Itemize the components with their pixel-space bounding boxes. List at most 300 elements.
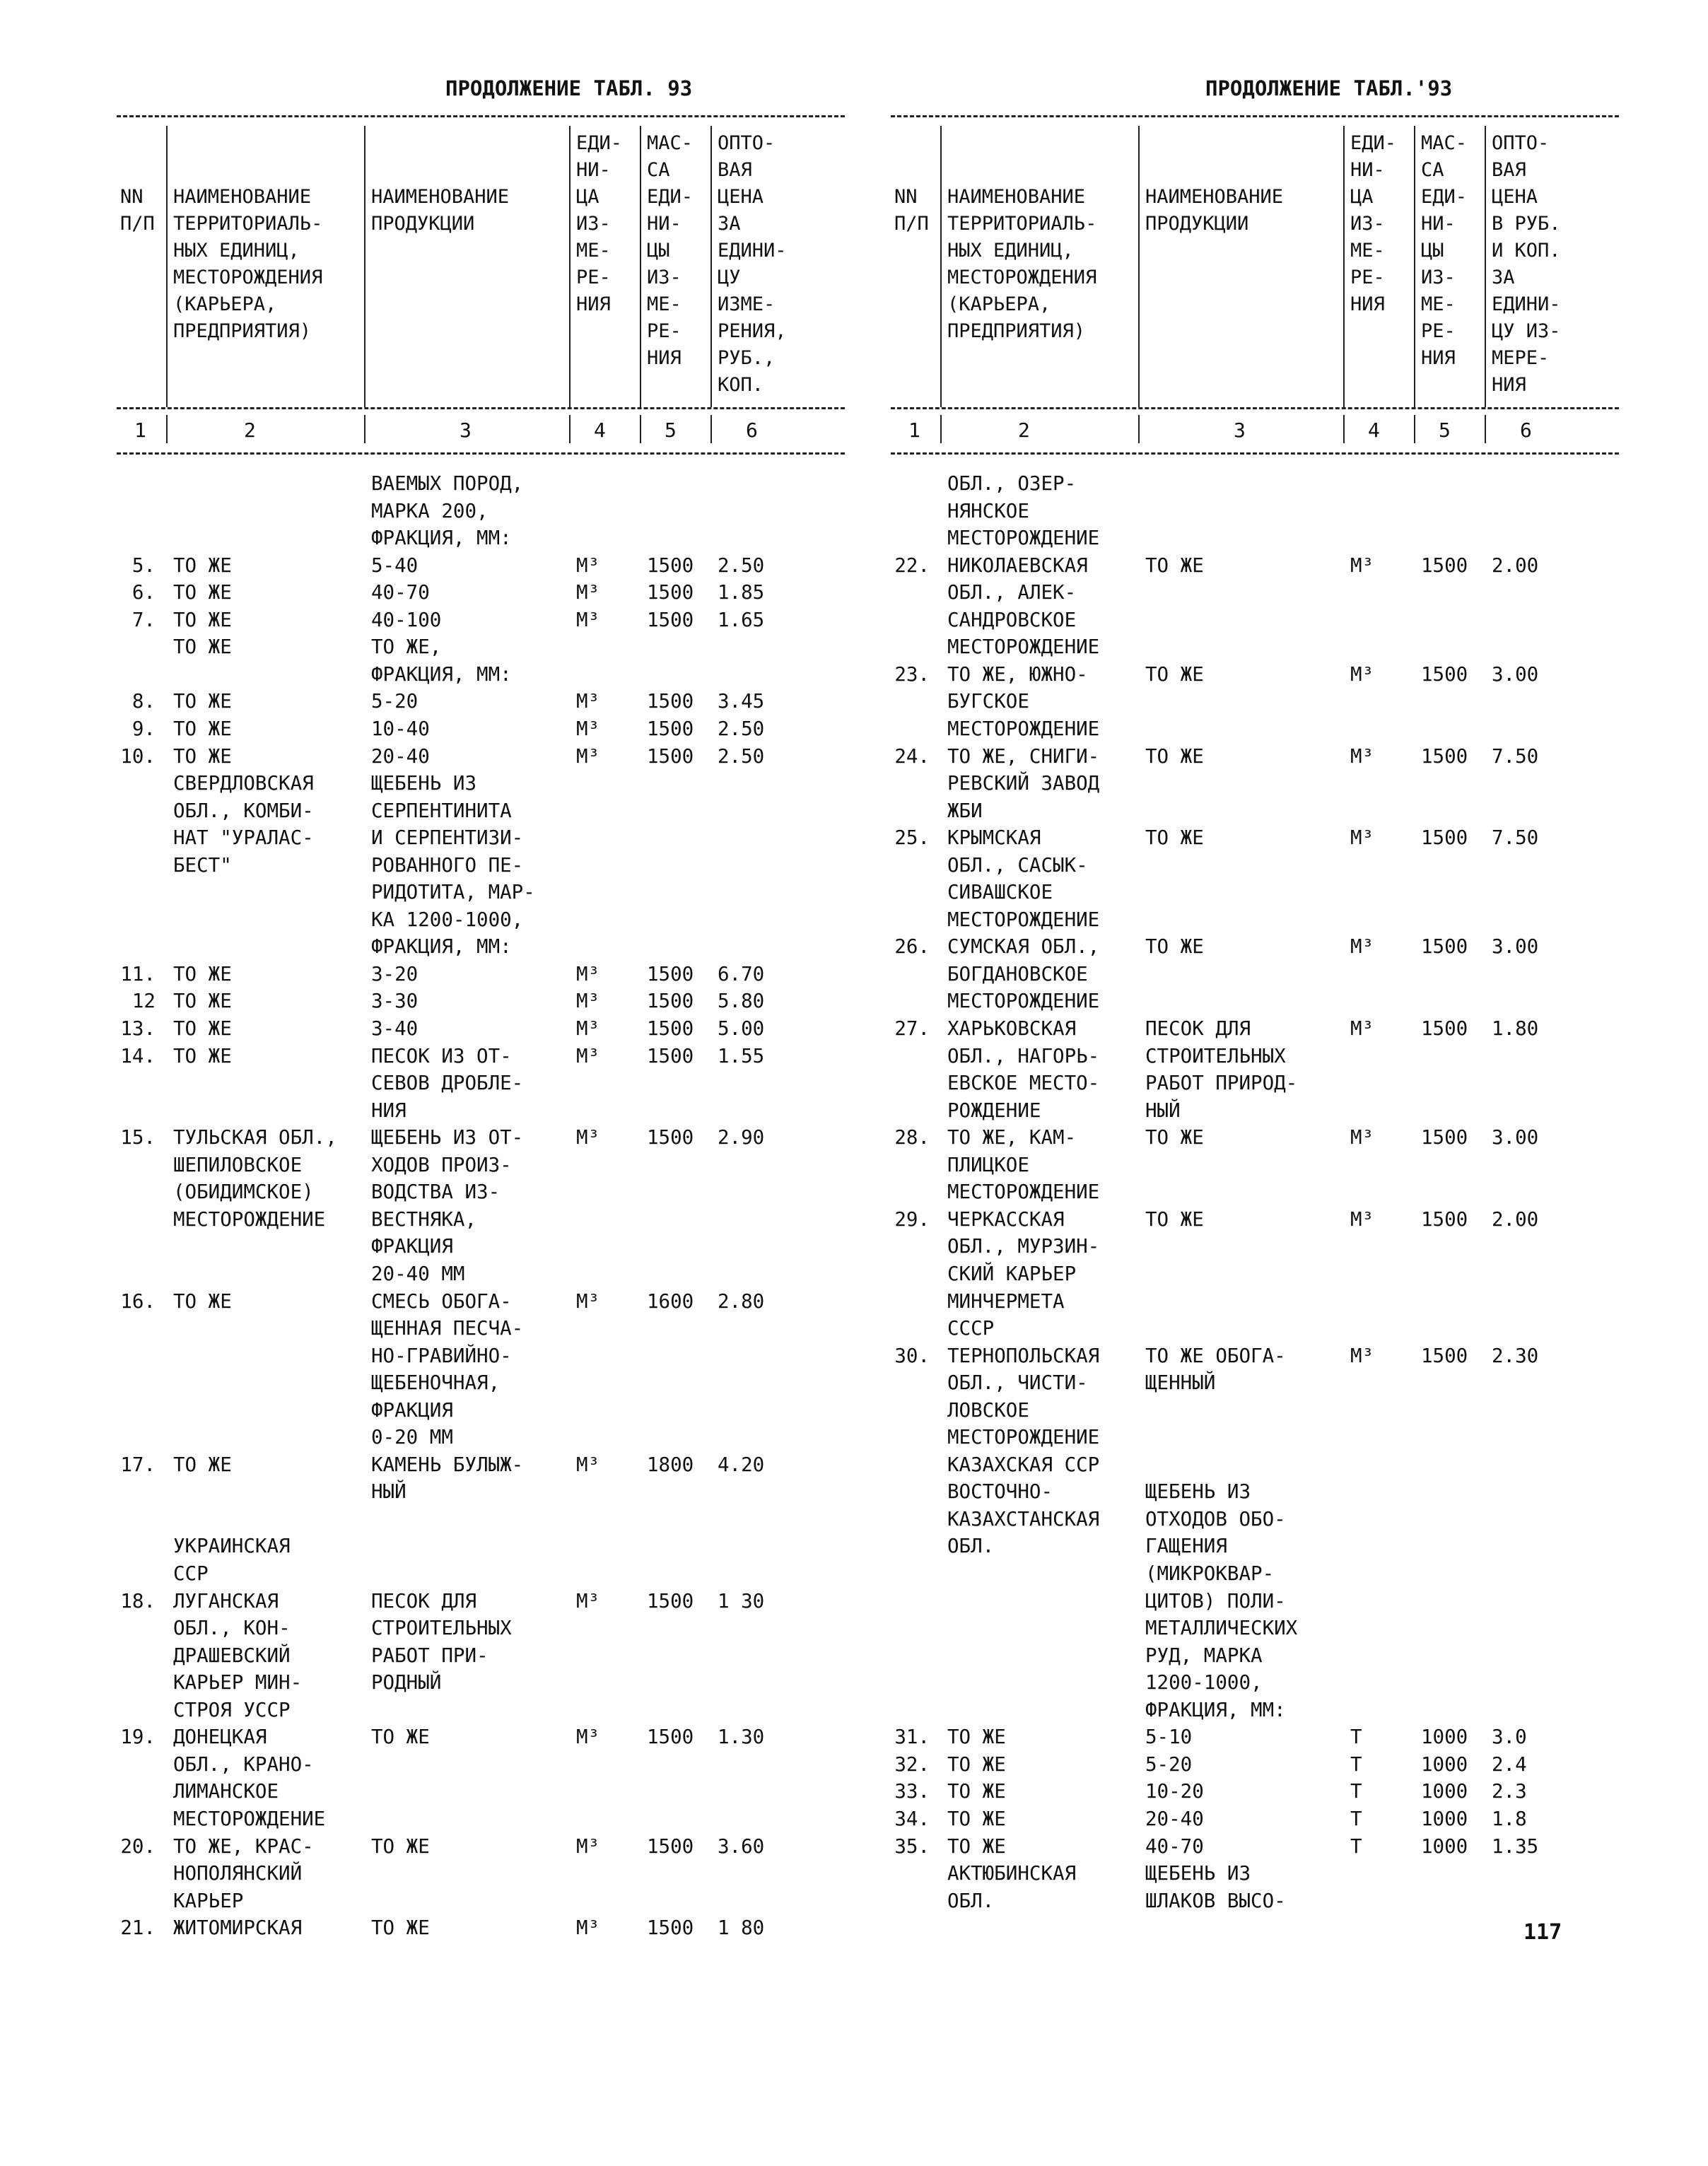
unit: М³ [1350, 662, 1374, 686]
product-name: ФРАКЦИЯ, ММ: [371, 527, 512, 550]
number-divider [710, 415, 712, 443]
header-cell-number: NN П/П [894, 186, 929, 235]
territory-name: ТО ЖЕ [173, 608, 232, 631]
table-row [106, 607, 926, 633]
product-name: ЩЕБЕНОЧНАЯ, [371, 1371, 501, 1395]
table-row [880, 1615, 1700, 1641]
mass: 1500 [647, 1834, 694, 1858]
product-name: 5-20 [371, 690, 419, 713]
mass: 1500 [647, 717, 694, 740]
territory-name: ОБЛ., НАГОРЬ- [947, 1044, 1100, 1067]
row-number: 12 [131, 990, 156, 1013]
column-number: 2 [1018, 418, 1030, 442]
territory-name: ОБЛ. [947, 1535, 995, 1558]
row-number: 25. [894, 826, 930, 850]
row-number: 13. [120, 1017, 156, 1040]
table-row [880, 1288, 1700, 1315]
unit: М³ [576, 581, 600, 604]
mass: 1500 [1421, 744, 1468, 768]
row-number: 16. [120, 1289, 156, 1313]
table-row [106, 715, 926, 742]
table-row [106, 1778, 926, 1805]
header-cell-mass: МАС- СА ЕДИ- НИ- ЦЫ ИЗ- МЕ- РЕ- НИЯ [1421, 132, 1468, 369]
product-name: ТО ЖЕ [371, 1726, 430, 1749]
territory-name: ТО ЖЕ, ЮЖНО- [947, 662, 1088, 686]
territory-name: СИВАШСКОЕ [947, 881, 1053, 904]
table-row [106, 1669, 926, 1696]
mass: 1500 [647, 1726, 694, 1749]
territory-name: ОБЛ., АЛЕК- [947, 581, 1077, 604]
numbers-bottom-rule [117, 452, 845, 455]
row-number: 5. [131, 554, 156, 577]
price: 1 30 [718, 1589, 765, 1612]
header-bottom-rule [117, 407, 845, 409]
header-divider [640, 126, 641, 407]
product-name: ТО ЖЕ [1145, 1126, 1204, 1149]
table-row [106, 1560, 926, 1587]
unit: Т [1350, 1752, 1362, 1776]
table-row [106, 1124, 926, 1151]
table-row [106, 1451, 926, 1478]
row-number: 11. [120, 962, 156, 985]
table-row [106, 1424, 926, 1451]
territory-name: ТО ЖЕ [947, 1807, 1006, 1830]
table-row [880, 470, 1700, 497]
territory-name: ТО ЖЕ, КАМ- [947, 1126, 1077, 1149]
table-row [880, 1043, 1700, 1070]
header-divider [710, 126, 712, 407]
table-continuation-title: ПРОДОЛЖЕНИЕ ТАБЛ. 93 [445, 76, 693, 100]
table-row [880, 1451, 1700, 1478]
table-row [880, 1697, 1700, 1723]
header-bottom-rule [891, 407, 1619, 409]
territory-name: ТО ЖЕ, КРАС- [173, 1834, 314, 1858]
number-divider [569, 415, 571, 443]
table-row [106, 988, 926, 1014]
product-name: 40-70 [371, 581, 430, 604]
territory-name: ОБЛ., ОЗЕР- [947, 472, 1077, 495]
price: 1.8 [1492, 1807, 1527, 1830]
territory-name: КАРЬЕР [173, 1889, 244, 1912]
table-row [880, 661, 1700, 688]
header-top-rule [117, 115, 845, 117]
row-number: 35. [894, 1834, 930, 1858]
row-number: 9. [131, 717, 156, 740]
table-row [106, 1723, 926, 1750]
territory-name: РЕВСКИЙ ЗАВОД [947, 772, 1100, 795]
territory-name: БУГСКОЕ [947, 690, 1029, 713]
territory-name: ОБЛ., КОМБИ- [173, 799, 314, 822]
product-name: ПЕСОК ИЗ ОТ- [371, 1044, 512, 1067]
product-name: ЩЕБЕНЬ ИЗ [1145, 1480, 1251, 1504]
mass: 1500 [647, 581, 694, 604]
unit: М³ [576, 1834, 600, 1858]
row-number: 19. [120, 1726, 156, 1749]
product-name: 3-20 [371, 962, 419, 985]
unit: М³ [1350, 826, 1374, 850]
product-name: РОВАННОГО ПЕ- [371, 853, 524, 877]
territory-name: (ОБИДИМСКОЕ) [173, 1181, 314, 1204]
table-row [880, 770, 1700, 797]
product-name: НИЯ [371, 1099, 406, 1122]
product-name: ТО ЖЕ [1145, 662, 1204, 686]
table-row [106, 498, 926, 525]
number-divider [640, 415, 641, 443]
column-number: 5 [665, 418, 677, 442]
product-name: ОТХОДОВ ОБО- [1145, 1507, 1286, 1530]
territory-name: ЕВСКОЕ МЕСТО- [947, 1072, 1100, 1095]
territory-name: ЛИМАНСКОЕ [173, 1780, 279, 1803]
header-cell-unit: ЕДИ- НИ- ЦА ИЗ- МЕ- РЕ- НИЯ [1350, 132, 1397, 315]
product-name: РОДНЫЙ [371, 1671, 442, 1694]
mass: 1500 [1421, 1126, 1468, 1149]
table-row [880, 933, 1700, 960]
product-name: ФРАКЦИЯ, ММ: [1145, 1698, 1286, 1721]
territory-name: ТО ЖЕ [173, 1017, 232, 1040]
unit: Т [1350, 1807, 1362, 1830]
header-divider [364, 126, 365, 407]
product-name: ТО ЖЕ [371, 1916, 430, 1940]
territory-name: НИКОЛАЕВСКАЯ [947, 554, 1088, 577]
header-cell-price: ОПТО- ВАЯ ЦЕНА ЗА ЕДИНИ- ЦУ ИЗМЕ- РЕНИЯ, РУБ., КОП. [718, 132, 787, 396]
territory-name: СКИЙ КАРЬЕР [947, 1262, 1077, 1285]
territory-name: КАРЬЕР МИН- [173, 1671, 303, 1694]
row-number: 8. [131, 690, 156, 713]
table-row [106, 879, 926, 906]
product-name: ТО ЖЕ [1145, 1207, 1204, 1231]
product-name: ПЕСОК ДЛЯ [371, 1589, 477, 1612]
number-divider [940, 415, 942, 443]
product-name: 40-70 [1145, 1834, 1204, 1858]
product-name: СМЕСЬ ОБОГА- [371, 1289, 512, 1313]
price: 2.30 [1492, 1344, 1539, 1367]
product-name: ЩЕБЕНЬ ИЗ ОТ- [371, 1126, 524, 1149]
column-number: 6 [746, 418, 758, 442]
unit: М³ [1350, 1207, 1374, 1231]
territory-name: ТО ЖЕ [947, 1726, 1006, 1749]
row-number: 26. [894, 935, 930, 959]
price: 6.70 [718, 962, 765, 985]
unit: М³ [1350, 1017, 1374, 1040]
table-row [106, 1478, 926, 1505]
table-row [106, 906, 926, 933]
product-name: ТО ЖЕ [371, 1834, 430, 1858]
mass: 1500 [647, 990, 694, 1013]
table-row [106, 1397, 926, 1424]
territory-name: ОБЛ., САСЫК- [947, 853, 1088, 877]
product-name: (МИКРОКВАР- [1145, 1562, 1275, 1585]
column-number: 3 [1234, 418, 1246, 442]
unit: М³ [576, 717, 600, 740]
table-row [106, 579, 926, 606]
price: 2.00 [1492, 554, 1539, 577]
price: 3.00 [1492, 662, 1539, 686]
column-number: 4 [594, 418, 606, 442]
table-row [106, 1178, 926, 1205]
territory-name: СУМСКАЯ ОБЛ., [947, 935, 1100, 959]
product-name: СЕРПЕНТИНИТА [371, 799, 512, 822]
header-top-rule [891, 115, 1619, 117]
table-row [106, 1043, 926, 1070]
product-name: РАБОТ ПРИ- [371, 1644, 489, 1667]
mass: 1600 [647, 1289, 694, 1313]
product-name: 20-40 [1145, 1807, 1204, 1830]
territory-name: ТО ЖЕ [173, 554, 232, 577]
price: 2.80 [718, 1289, 765, 1313]
table-row [880, 1860, 1700, 1887]
table-row [880, 1070, 1700, 1096]
numbers-bottom-rule [891, 452, 1619, 455]
header-divider [940, 126, 942, 407]
table-row [106, 852, 926, 879]
table-row [880, 633, 1700, 660]
mass: 1500 [647, 744, 694, 768]
product-name: 3-40 [371, 1017, 419, 1040]
row-number: 22. [894, 554, 930, 577]
product-name: ВОДСТВА ИЗ- [371, 1181, 501, 1204]
column-number: 6 [1520, 418, 1532, 442]
column-number: 4 [1368, 418, 1380, 442]
table-row [880, 1424, 1700, 1451]
territory-name: ТО ЖЕ, СНИГИ- [947, 744, 1100, 768]
territory-name: МЕСТОРОЖДЕНИЕ [947, 990, 1100, 1013]
price: 1 80 [718, 1916, 765, 1940]
territory-name: МИНЧЕРМЕТА [947, 1289, 1065, 1313]
table-row [106, 797, 926, 824]
price: 5.00 [718, 1017, 765, 1040]
unit: М³ [576, 608, 600, 631]
product-name: СТРОИТЕЛЬНЫХ [1145, 1044, 1286, 1067]
table-row [106, 1914, 926, 1941]
unit: М³ [576, 1289, 600, 1313]
product-name: ТО ЖЕ [1145, 554, 1204, 577]
mass: 1500 [1421, 1344, 1468, 1367]
unit: М³ [576, 1044, 600, 1067]
left-table-column [106, 0, 926, 1979]
territory-name: ПЛИЦКОЕ [947, 1153, 1029, 1176]
price: 2.50 [718, 554, 765, 577]
product-name: 5-10 [1145, 1726, 1193, 1749]
territory-name: ТУЛЬСКАЯ ОБЛ., [173, 1126, 337, 1149]
price: 3.60 [718, 1834, 765, 1858]
mass: 1500 [1421, 826, 1468, 850]
price: 1.35 [1492, 1834, 1539, 1858]
product-name: НЫЙ [371, 1480, 406, 1504]
mass: 1500 [1421, 1017, 1468, 1040]
territory-name: ТЕРНОПОЛЬСКАЯ [947, 1344, 1100, 1367]
territory-name: МЕСТОРОЖДЕНИЕ [947, 1426, 1100, 1449]
product-name: 40-100 [371, 608, 442, 631]
price: 1.30 [718, 1726, 765, 1749]
table-row [880, 1369, 1700, 1396]
territory-name: ОБЛ., МУРЗИН- [947, 1235, 1100, 1258]
table-row [106, 961, 926, 988]
territory-name: АКТЮБИНСКАЯ [947, 1862, 1077, 1885]
product-name: ЦИТОВ) ПОЛИ- [1145, 1589, 1286, 1612]
territory-name: ТО ЖЕ [173, 1453, 232, 1476]
product-name: МАРКА 200, [371, 499, 489, 522]
price: 1.85 [718, 581, 765, 604]
table-row [880, 1124, 1700, 1151]
table-row [106, 1697, 926, 1723]
product-name: 10-20 [1145, 1780, 1204, 1803]
number-divider [1485, 415, 1486, 443]
unit: М³ [576, 1589, 600, 1612]
table-row [880, 1506, 1700, 1533]
product-name: 20-40 [371, 744, 430, 768]
table-row [880, 743, 1700, 770]
table-row [880, 1833, 1700, 1860]
product-name: ФРАКЦИЯ, ММ: [371, 662, 512, 686]
product-name: ТО ЖЕ, [371, 636, 442, 659]
table-row [880, 1887, 1700, 1914]
unit: М³ [1350, 744, 1374, 768]
table-row [106, 1860, 926, 1887]
table-row [880, 906, 1700, 933]
table-row [106, 1588, 926, 1615]
row-number: 28. [894, 1126, 930, 1149]
territory-name: МЕСТОРОЖДЕНИЕ [947, 717, 1100, 740]
header-cell-unit: ЕДИ- НИ- ЦА ИЗ- МЕ- РЕ- НИЯ [576, 132, 623, 315]
territory-name: МЕСТОРОЖДЕНИЕ [947, 1181, 1100, 1204]
number-divider [1414, 415, 1415, 443]
table-row [880, 1478, 1700, 1505]
product-name: ВЕСТНЯКА, [371, 1207, 477, 1231]
header-divider [569, 126, 571, 407]
price: 2.50 [718, 717, 765, 740]
territory-name: ТО ЖЕ [173, 581, 232, 604]
table-row [106, 1369, 926, 1396]
header-divider [1485, 126, 1486, 407]
territory-name: МЕСТОРОЖДЕНИЕ [173, 1807, 326, 1830]
table-row [106, 1533, 926, 1559]
row-number: 20. [120, 1834, 156, 1858]
row-number: 31. [894, 1726, 930, 1749]
price: 3.00 [1492, 1126, 1539, 1149]
price: 2.00 [1492, 1207, 1539, 1231]
territory-name: ТО ЖЕ [947, 1834, 1006, 1858]
table-row [106, 633, 926, 660]
unit: М³ [1350, 935, 1374, 959]
header-cell-territory: НАИМЕНОВАНИЕ ТЕРРИТОРИАЛЬ- НЫХ ЕДИНИЦ, МЕСТОРОЖДЕНИЯ (КАРЬЕРА, ПРЕДПРИЯТИЯ) [947, 186, 1097, 342]
product-name: 1200-1000, [1145, 1671, 1263, 1694]
product-name: ФРАКЦИЯ, ММ: [371, 935, 512, 959]
product-name: ШЛАКОВ ВЫСО- [1145, 1889, 1286, 1912]
column-number: 2 [244, 418, 256, 442]
row-number: 27. [894, 1017, 930, 1040]
table-row [880, 1015, 1700, 1042]
product-name: ВАЕМЫХ ПОРОД, [371, 472, 524, 495]
territory-name: МЕСТОРОЖДЕНИЕ [173, 1207, 326, 1231]
row-number: 24. [894, 744, 930, 768]
territory-name: НОПОЛЯНСКИЙ [173, 1862, 303, 1885]
table-row [880, 1805, 1700, 1832]
product-name: И СЕРПЕНТИЗИ- [371, 826, 524, 850]
territory-name: ДРАШЕВСКИЙ [173, 1644, 291, 1667]
mass: 1500 [647, 1126, 694, 1149]
territory-name: СССР [947, 1317, 995, 1340]
product-name: КАМЕНЬ БУЛЫЖ- [371, 1453, 524, 1476]
price: 3.00 [1492, 935, 1539, 959]
product-name: ТО ЖЕ [1145, 935, 1204, 959]
territory-name: МЕСТОРОЖДЕНИЕ [947, 527, 1100, 550]
mass: 1500 [647, 962, 694, 985]
product-name: 10-40 [371, 717, 430, 740]
right-table-column [880, 0, 1700, 1979]
territory-name: ВОСТОЧНО- [947, 1480, 1053, 1504]
table-row [106, 1833, 926, 1860]
price: 7.50 [1492, 744, 1539, 768]
unit: М³ [576, 1916, 600, 1940]
territory-name: ТО ЖЕ [173, 636, 232, 659]
table-row [880, 1342, 1700, 1369]
table-row [880, 1397, 1700, 1424]
table-row [106, 743, 926, 770]
column-number: 1 [908, 418, 920, 442]
territory-name: ЖБИ [947, 799, 983, 822]
product-name: ХОДОВ ПРОИЗ- [371, 1153, 512, 1176]
table-row [880, 1723, 1700, 1750]
table-row [880, 1260, 1700, 1287]
territory-name: РОЖДЕНИЕ [947, 1099, 1041, 1122]
territory-name: ШЕПИЛОВСКОЕ [173, 1153, 303, 1176]
product-name: ЩЕБЕНЬ ИЗ [371, 772, 477, 795]
territory-name: САНДРОВСКОЕ [947, 608, 1077, 631]
price: 2.50 [718, 744, 765, 768]
territory-name: СТРОЯ УССР [173, 1698, 291, 1721]
row-number: 10. [120, 744, 156, 768]
product-name: РИДОТИТА, МАР- [371, 881, 535, 904]
territory-name: ТО ЖЕ [173, 690, 232, 713]
table-row [106, 1506, 926, 1533]
table-row [106, 1615, 926, 1641]
unit: М³ [576, 690, 600, 713]
product-name: НО-ГРАВИЙНО- [371, 1344, 512, 1367]
product-name: 5-20 [1145, 1752, 1193, 1776]
table-row [880, 1315, 1700, 1342]
unit: М³ [1350, 1126, 1374, 1149]
price: 2.90 [718, 1126, 765, 1149]
row-number: 7. [131, 608, 156, 631]
unit: М³ [576, 1726, 600, 1749]
table-row [880, 1642, 1700, 1669]
product-name: 20-40 ММ [371, 1262, 465, 1285]
mass: 1500 [1421, 935, 1468, 959]
territory-name: ОБЛ., КРАНО- [173, 1752, 314, 1776]
row-number: 34. [894, 1807, 930, 1830]
product-name: СТРОИТЕЛЬНЫХ [371, 1617, 512, 1640]
table-row [106, 552, 926, 579]
row-number: 30. [894, 1344, 930, 1367]
table-row [880, 1206, 1700, 1233]
table-row [880, 1533, 1700, 1559]
product-name: ТО ЖЕ ОБОГА- [1145, 1344, 1286, 1367]
unit: М³ [576, 990, 600, 1013]
mass: 1500 [1421, 554, 1468, 577]
table-row [880, 552, 1700, 579]
mass: 1000 [1421, 1780, 1468, 1803]
table-row [106, 1642, 926, 1669]
price: 7.50 [1492, 826, 1539, 850]
table-row [880, 961, 1700, 988]
product-name: 5-40 [371, 554, 419, 577]
mass: 1500 [647, 608, 694, 631]
header-cell-territory: НАИМЕНОВАНИЕ ТЕРРИТОРИАЛЬ- НЫХ ЕДИНИЦ, МЕСТОРОЖДЕНИЯ (КАРЬЕРА, ПРЕДПРИЯТИЯ) [173, 186, 323, 342]
table-row [106, 1315, 926, 1342]
territory-name: ОБЛ. [947, 1889, 995, 1912]
product-name: НЫЙ [1145, 1099, 1181, 1122]
price: 2.4 [1492, 1752, 1527, 1776]
